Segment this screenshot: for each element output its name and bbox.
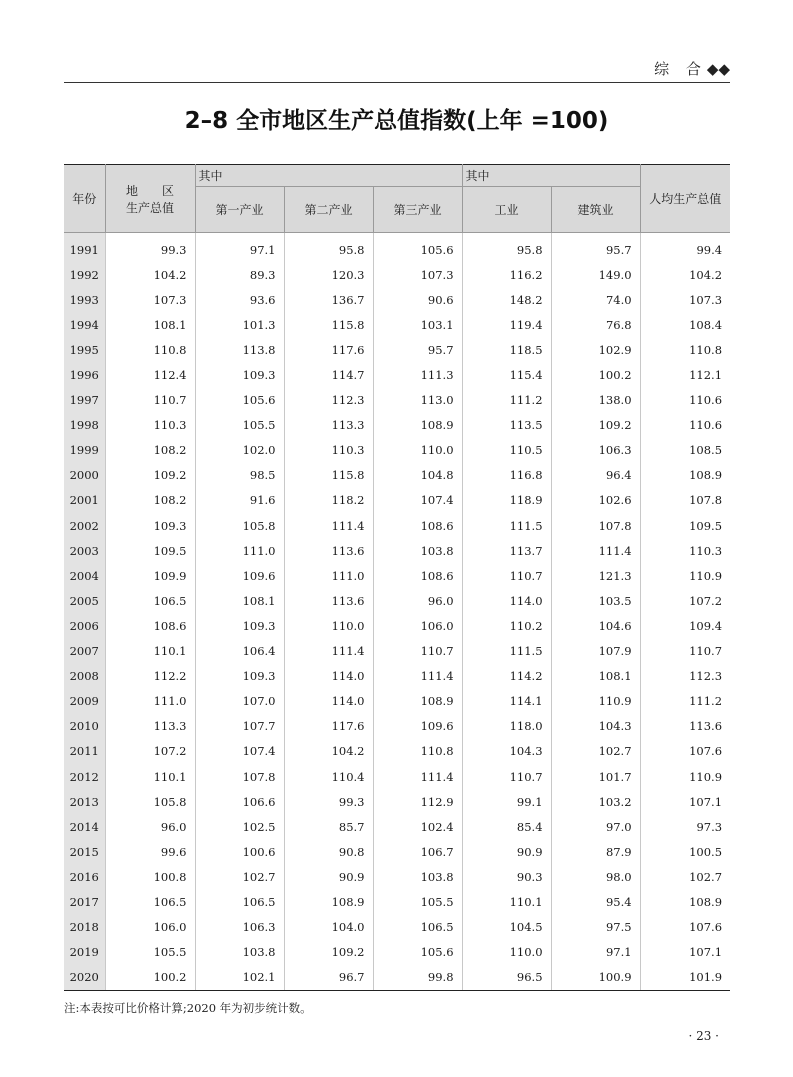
- value-cell: 107.1: [640, 940, 730, 965]
- value-cell: 109.2: [105, 463, 195, 488]
- value-cell: 107.2: [105, 739, 195, 764]
- value-cell: 112.3: [640, 664, 730, 689]
- value-cell: 107.6: [640, 915, 730, 940]
- header-gdp: [105, 165, 195, 233]
- value-cell: 105.5: [373, 889, 462, 914]
- table-row: [64, 940, 730, 965]
- value-cell: 106.7: [373, 839, 462, 864]
- value-cell: 119.4: [462, 312, 551, 337]
- value-cell: 98.0: [551, 864, 640, 889]
- value-cell: 105.8: [105, 789, 195, 814]
- value-cell: 110.9: [640, 563, 730, 588]
- year-cell: 1999: [64, 438, 105, 463]
- value-cell: 102.9: [551, 337, 640, 362]
- header-per-capita: 人均生产总值: [640, 165, 730, 233]
- year-cell: 2006: [64, 613, 105, 638]
- value-cell: 95.7: [551, 233, 640, 263]
- value-cell: 117.6: [284, 714, 373, 739]
- value-cell: 110.1: [462, 889, 551, 914]
- table-row: [64, 337, 730, 362]
- value-cell: 108.6: [373, 563, 462, 588]
- value-cell: 103.2: [551, 789, 640, 814]
- table-row: [64, 413, 730, 438]
- value-cell: 112.1: [640, 362, 730, 387]
- value-cell: 104.6: [551, 613, 640, 638]
- year-cell: 1997: [64, 388, 105, 413]
- year-cell: 1992: [64, 262, 105, 287]
- table-row: [64, 889, 730, 914]
- value-cell: 74.0: [551, 287, 640, 312]
- value-cell: 107.4: [195, 739, 284, 764]
- value-cell: 110.9: [551, 689, 640, 714]
- value-cell: 110.0: [462, 940, 551, 965]
- value-cell: 116.8: [462, 463, 551, 488]
- value-cell: 120.3: [284, 262, 373, 287]
- value-cell: 113.0: [373, 388, 462, 413]
- table-row: [64, 764, 730, 789]
- value-cell: 107.3: [373, 262, 462, 287]
- value-cell: 110.3: [105, 413, 195, 438]
- value-cell: 110.7: [373, 639, 462, 664]
- value-cell: 110.8: [105, 337, 195, 362]
- value-cell: 108.9: [373, 689, 462, 714]
- value-cell: 109.6: [373, 714, 462, 739]
- header-gdp-line1: 地 区: [125, 183, 174, 198]
- value-cell: 107.4: [373, 488, 462, 513]
- value-cell: 116.2: [462, 262, 551, 287]
- value-cell: 85.7: [284, 814, 373, 839]
- value-cell: 138.0: [551, 388, 640, 413]
- value-cell: 97.1: [551, 940, 640, 965]
- year-cell: 2015: [64, 839, 105, 864]
- value-cell: 113.6: [640, 714, 730, 739]
- value-cell: 102.0: [195, 438, 284, 463]
- table-row: [64, 233, 730, 263]
- value-cell: 97.1: [195, 233, 284, 263]
- value-cell: 109.3: [195, 664, 284, 689]
- value-cell: 111.4: [551, 538, 640, 563]
- year-cell: 1991: [64, 233, 105, 263]
- value-cell: 118.9: [462, 488, 551, 513]
- value-cell: 107.7: [195, 714, 284, 739]
- year-cell: 1996: [64, 362, 105, 387]
- value-cell: 110.1: [105, 639, 195, 664]
- value-cell: 106.3: [195, 915, 284, 940]
- table-row: [64, 839, 730, 864]
- year-cell: 2016: [64, 864, 105, 889]
- value-cell: 90.9: [284, 864, 373, 889]
- value-cell: 106.6: [195, 789, 284, 814]
- value-cell: 110.5: [462, 438, 551, 463]
- value-cell: 110.1: [105, 764, 195, 789]
- value-cell: 104.8: [373, 463, 462, 488]
- year-cell: 2003: [64, 538, 105, 563]
- value-cell: 111.0: [195, 538, 284, 563]
- value-cell: 111.5: [462, 513, 551, 538]
- value-cell: 85.4: [462, 814, 551, 839]
- table-row: [64, 689, 730, 714]
- value-cell: 96.0: [105, 814, 195, 839]
- value-cell: 107.8: [551, 513, 640, 538]
- value-cell: 111.4: [373, 764, 462, 789]
- value-cell: 105.5: [195, 413, 284, 438]
- year-cell: 1995: [64, 337, 105, 362]
- value-cell: 103.8: [195, 940, 284, 965]
- year-cell: 2012: [64, 764, 105, 789]
- header-tertiary: 第三产业: [373, 187, 462, 233]
- value-cell: 107.3: [105, 287, 195, 312]
- value-cell: 106.4: [195, 639, 284, 664]
- value-cell: 110.4: [284, 764, 373, 789]
- year-cell: 2008: [64, 664, 105, 689]
- value-cell: 102.5: [195, 814, 284, 839]
- value-cell: 112.4: [105, 362, 195, 387]
- value-cell: 87.9: [551, 839, 640, 864]
- value-cell: 113.6: [284, 538, 373, 563]
- value-cell: 99.3: [105, 233, 195, 263]
- value-cell: 107.0: [195, 689, 284, 714]
- value-cell: 106.5: [105, 889, 195, 914]
- value-cell: 112.3: [284, 388, 373, 413]
- value-cell: 90.6: [373, 287, 462, 312]
- table-row: [64, 287, 730, 312]
- value-cell: 111.4: [284, 513, 373, 538]
- value-cell: 107.8: [640, 488, 730, 513]
- value-cell: 93.6: [195, 287, 284, 312]
- value-cell: 109.2: [284, 940, 373, 965]
- value-cell: 114.0: [462, 588, 551, 613]
- value-cell: 100.6: [195, 839, 284, 864]
- value-cell: 105.6: [195, 388, 284, 413]
- value-cell: 110.6: [640, 413, 730, 438]
- table-title: 2–8 全市地区生产总值指数(上年 =100): [184, 108, 609, 134]
- value-cell: 106.0: [105, 915, 195, 940]
- value-cell: 108.6: [105, 613, 195, 638]
- value-cell: 90.3: [462, 864, 551, 889]
- value-cell: 113.6: [284, 588, 373, 613]
- table-row: [64, 965, 730, 991]
- value-cell: 76.8: [551, 312, 640, 337]
- value-cell: 103.8: [373, 864, 462, 889]
- value-cell: 95.4: [551, 889, 640, 914]
- value-cell: 101.3: [195, 312, 284, 337]
- footnote: 注:本表按可比价格计算;2020 年为初步统计数。: [64, 1001, 312, 1015]
- header-gdp-line2: 生产总值: [125, 200, 174, 215]
- table-row: [64, 739, 730, 764]
- table-row: [64, 438, 730, 463]
- value-cell: 118.0: [462, 714, 551, 739]
- header-secondary: 第二产业: [284, 187, 373, 233]
- value-cell: 95.8: [284, 233, 373, 263]
- header-group-industries: 其中: [195, 165, 462, 187]
- value-cell: 108.9: [284, 889, 373, 914]
- table-row: [64, 463, 730, 488]
- value-cell: 104.2: [284, 739, 373, 764]
- value-cell: 148.2: [462, 287, 551, 312]
- value-cell: 102.1: [195, 965, 284, 991]
- value-cell: 110.6: [640, 388, 730, 413]
- value-cell: 99.6: [105, 839, 195, 864]
- value-cell: 109.3: [195, 613, 284, 638]
- value-cell: 109.3: [195, 362, 284, 387]
- value-cell: 102.7: [551, 739, 640, 764]
- running-header: [64, 60, 730, 83]
- value-cell: 111.4: [284, 639, 373, 664]
- value-cell: 110.2: [462, 613, 551, 638]
- value-cell: 106.5: [373, 915, 462, 940]
- year-cell: 1993: [64, 287, 105, 312]
- value-cell: 108.1: [551, 664, 640, 689]
- value-cell: 110.8: [373, 739, 462, 764]
- value-cell: 110.7: [640, 639, 730, 664]
- value-cell: 111.0: [105, 689, 195, 714]
- value-cell: 110.3: [284, 438, 373, 463]
- value-cell: 115.4: [462, 362, 551, 387]
- value-cell: 108.1: [105, 312, 195, 337]
- value-cell: 89.3: [195, 262, 284, 287]
- year-cell: 2000: [64, 463, 105, 488]
- value-cell: 103.1: [373, 312, 462, 337]
- header-group-secondary-breakdown: 其中: [462, 165, 640, 187]
- value-cell: 121.3: [551, 563, 640, 588]
- value-cell: 109.3: [105, 513, 195, 538]
- value-cell: 100.2: [105, 965, 195, 991]
- year-cell: 2004: [64, 563, 105, 588]
- value-cell: 90.8: [284, 839, 373, 864]
- value-cell: 109.2: [551, 413, 640, 438]
- value-cell: 100.5: [640, 839, 730, 864]
- table-row: [64, 714, 730, 739]
- value-cell: 110.8: [640, 337, 730, 362]
- table-row: [64, 814, 730, 839]
- year-cell: 2002: [64, 513, 105, 538]
- value-cell: 112.9: [373, 789, 462, 814]
- value-cell: 110.7: [105, 388, 195, 413]
- table-row: [64, 588, 730, 613]
- value-cell: 98.5: [195, 463, 284, 488]
- year-cell: 1998: [64, 413, 105, 438]
- table-row: [64, 312, 730, 337]
- value-cell: 109.6: [195, 563, 284, 588]
- value-cell: 99.3: [284, 789, 373, 814]
- table-row: [64, 915, 730, 940]
- value-cell: 101.7: [551, 764, 640, 789]
- table-row: [64, 262, 730, 287]
- value-cell: 111.5: [462, 639, 551, 664]
- value-cell: 105.6: [373, 940, 462, 965]
- year-cell: 1994: [64, 312, 105, 337]
- value-cell: 111.2: [640, 689, 730, 714]
- header-construction: 建筑业: [551, 187, 640, 233]
- table-row: [64, 864, 730, 889]
- year-cell: 2010: [64, 714, 105, 739]
- value-cell: 108.2: [105, 438, 195, 463]
- value-cell: 100.2: [551, 362, 640, 387]
- value-cell: 107.9: [551, 639, 640, 664]
- year-cell: 2011: [64, 739, 105, 764]
- value-cell: 109.9: [105, 563, 195, 588]
- year-cell: 2019: [64, 940, 105, 965]
- value-cell: 96.5: [462, 965, 551, 991]
- value-cell: 104.5: [462, 915, 551, 940]
- value-cell: 95.8: [462, 233, 551, 263]
- year-cell: 2001: [64, 488, 105, 513]
- value-cell: 106.3: [551, 438, 640, 463]
- gdp-index-table: [64, 164, 730, 991]
- year-cell: 2020: [64, 965, 105, 991]
- value-cell: 91.6: [195, 488, 284, 513]
- value-cell: 115.8: [284, 463, 373, 488]
- value-cell: 95.7: [373, 337, 462, 362]
- value-cell: 113.3: [284, 413, 373, 438]
- value-cell: 96.7: [284, 965, 373, 991]
- value-cell: 112.2: [105, 664, 195, 689]
- diamond-marker-icon: ◆◆: [706, 60, 730, 78]
- value-cell: 115.8: [284, 312, 373, 337]
- value-cell: 106.5: [195, 889, 284, 914]
- value-cell: 99.1: [462, 789, 551, 814]
- value-cell: 110.7: [462, 764, 551, 789]
- value-cell: 107.1: [640, 789, 730, 814]
- value-cell: 97.5: [551, 915, 640, 940]
- value-cell: 99.8: [373, 965, 462, 991]
- value-cell: 107.6: [640, 739, 730, 764]
- value-cell: 113.3: [105, 714, 195, 739]
- table-row: [64, 639, 730, 664]
- value-cell: 149.0: [551, 262, 640, 287]
- value-cell: 106.0: [373, 613, 462, 638]
- value-cell: 107.3: [640, 287, 730, 312]
- value-cell: 108.9: [640, 889, 730, 914]
- value-cell: 113.5: [462, 413, 551, 438]
- value-cell: 105.6: [373, 233, 462, 263]
- value-cell: 113.7: [462, 538, 551, 563]
- value-cell: 108.1: [195, 588, 284, 613]
- table-row: [64, 664, 730, 689]
- value-cell: 90.9: [462, 839, 551, 864]
- value-cell: 109.5: [640, 513, 730, 538]
- value-cell: 107.2: [640, 588, 730, 613]
- value-cell: 114.2: [462, 664, 551, 689]
- value-cell: 114.0: [284, 664, 373, 689]
- table-row: [64, 388, 730, 413]
- value-cell: 114.7: [284, 362, 373, 387]
- value-cell: 97.3: [640, 814, 730, 839]
- value-cell: 100.8: [105, 864, 195, 889]
- table-row: [64, 488, 730, 513]
- value-cell: 103.8: [373, 538, 462, 563]
- year-cell: 2017: [64, 889, 105, 914]
- value-cell: 118.5: [462, 337, 551, 362]
- value-cell: 104.2: [640, 262, 730, 287]
- table-row: [64, 538, 730, 563]
- value-cell: 102.6: [551, 488, 640, 513]
- value-cell: 110.0: [284, 613, 373, 638]
- table-row: [64, 789, 730, 814]
- value-cell: 111.4: [373, 664, 462, 689]
- value-cell: 109.5: [105, 538, 195, 563]
- value-cell: 111.3: [373, 362, 462, 387]
- value-cell: 110.3: [640, 538, 730, 563]
- table-row: [64, 513, 730, 538]
- value-cell: 108.4: [640, 312, 730, 337]
- value-cell: 109.4: [640, 613, 730, 638]
- value-cell: 117.6: [284, 337, 373, 362]
- value-cell: 110.9: [640, 764, 730, 789]
- value-cell: 108.5: [640, 438, 730, 463]
- year-cell: 2007: [64, 639, 105, 664]
- value-cell: 108.2: [105, 488, 195, 513]
- year-cell: 2018: [64, 915, 105, 940]
- table-row: [64, 613, 730, 638]
- value-cell: 104.3: [551, 714, 640, 739]
- table-row: [64, 362, 730, 387]
- value-cell: 101.9: [640, 965, 730, 991]
- header-primary: 第一产业: [195, 187, 284, 233]
- value-cell: 106.5: [105, 588, 195, 613]
- year-cell: 2005: [64, 588, 105, 613]
- value-cell: 114.1: [462, 689, 551, 714]
- value-cell: 96.4: [551, 463, 640, 488]
- header-year: 年份: [64, 165, 105, 233]
- value-cell: 102.7: [195, 864, 284, 889]
- header-industry: 工业: [462, 187, 551, 233]
- table-body: [64, 233, 730, 991]
- value-cell: 105.5: [105, 940, 195, 965]
- value-cell: 118.2: [284, 488, 373, 513]
- value-cell: 110.0: [373, 438, 462, 463]
- value-cell: 108.9: [640, 463, 730, 488]
- value-cell: 104.3: [462, 739, 551, 764]
- value-cell: 100.9: [551, 965, 640, 991]
- value-cell: 107.8: [195, 764, 284, 789]
- year-cell: 2014: [64, 814, 105, 839]
- value-cell: 104.0: [284, 915, 373, 940]
- value-cell: 108.9: [373, 413, 462, 438]
- value-cell: 102.4: [373, 814, 462, 839]
- value-cell: 103.5: [551, 588, 640, 613]
- value-cell: 114.0: [284, 689, 373, 714]
- value-cell: 136.7: [284, 287, 373, 312]
- value-cell: 99.4: [640, 233, 730, 263]
- value-cell: 97.0: [551, 814, 640, 839]
- table-row: [64, 563, 730, 588]
- year-cell: 2009: [64, 689, 105, 714]
- value-cell: 111.2: [462, 388, 551, 413]
- value-cell: 105.8: [195, 513, 284, 538]
- value-cell: 102.7: [640, 864, 730, 889]
- page-number: · 23 ·: [688, 1029, 719, 1043]
- value-cell: 111.0: [284, 563, 373, 588]
- value-cell: 108.6: [373, 513, 462, 538]
- year-cell: 2013: [64, 789, 105, 814]
- value-cell: 110.7: [462, 563, 551, 588]
- section-label: 综 合◆◆: [654, 60, 730, 78]
- value-cell: 96.0: [373, 588, 462, 613]
- value-cell: 104.2: [105, 262, 195, 287]
- value-cell: 113.8: [195, 337, 284, 362]
